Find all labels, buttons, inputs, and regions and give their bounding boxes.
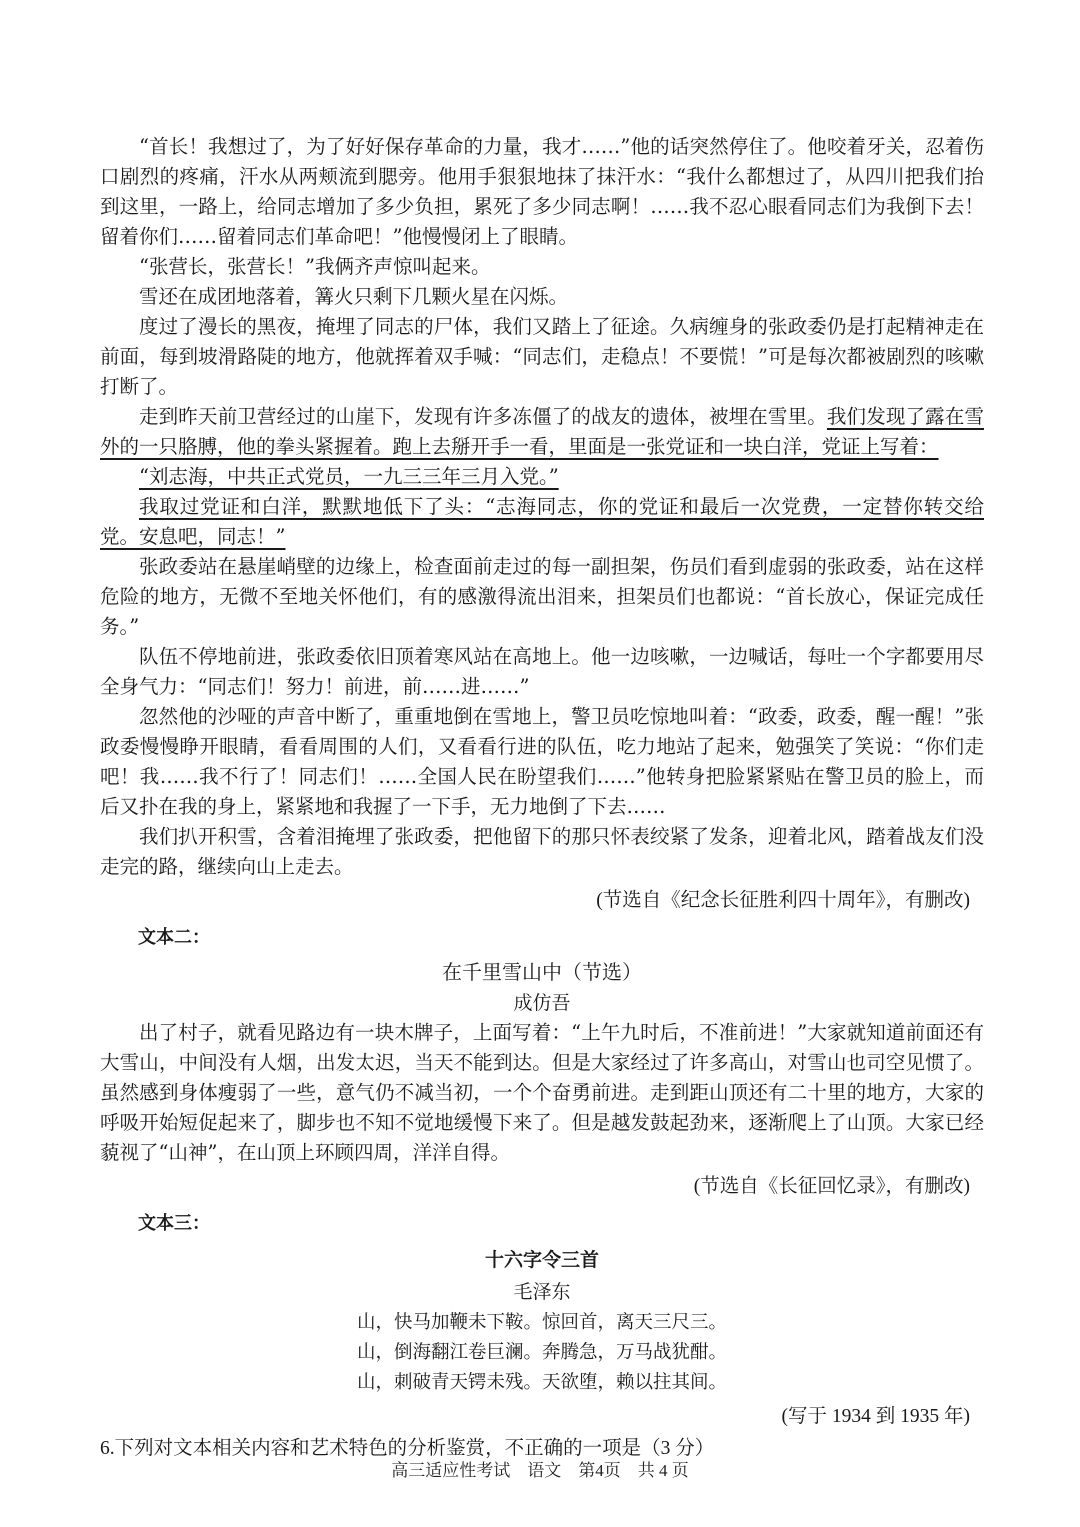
text2-source: (节选自《长征回忆录》，有删改): [693, 1176, 970, 1197]
text1-paragraph-5-lead: 走到昨天前卫营经过的山崖下，发现有许多冻僵了的战友的遗体，被埋在雪里。: [139, 405, 827, 428]
text2-title: 在千里雪山中（节选）: [442, 962, 642, 984]
text1-paragraph-2: “张营长，张营长！”我俩齐声惊叫起来。: [139, 255, 491, 278]
text1-paragraph-4: 度过了漫长的黑夜，掩埋了同志的尸体，我们又踏上了征途。久病缠身的张政委仍是打起精神走在前面，每到坡滑路陡的地方，他就挥着双手喊：“同志们，走稳点！不要慌！”可是每次都被剧烈的咳嗽打断了。: [100, 315, 984, 398]
poem-title: 十六字令三首: [484, 1249, 599, 1271]
poem-line-2: 山，倒海翻江卷巨澜。奔腾急，万马战犹酣。: [356, 1342, 727, 1363]
text1-paragraph-3: 雪还在成团地落着，篝火只剩下几颗火星在闪烁。: [139, 285, 569, 308]
text1-paragraph-1: “首长！我想过了，为了好好保存革命的力量，我才……”他的话突然停住了。他咬着牙关，忍着伤口剧烈的疼痛，汗水从两颊流到腮旁。他用手狠狠地抹了抹汗水：“我什么都想过了，从四川把我们抬到这里，一路上，给同志增加了多少负担，累死了多少同志啊！……我不忍心眼看同志们为我倒下去！留着你们……留着同志们革命吧！”他慢慢闭上了眼睛。: [100, 135, 984, 248]
text1-paragraph-8: 张政委站在悬崖峭壁的边缘上，检查面前走过的每一副担架，伤员们看到虚弱的张政委，站在这样危险的地方，无微不至地关怀他们，有的感激得流出泪来，担架员们也都说：“首长放心，保证完成任务。”: [100, 555, 984, 638]
text2-label: 文本二：: [138, 927, 210, 948]
text1-paragraph-5: [100, 402, 984, 462]
poem-author: 毛泽东: [513, 1281, 571, 1303]
text1-paragraph-7: [100, 492, 984, 552]
poem-date-note: (写于 1934 到 1935 年): [781, 1406, 970, 1427]
text1-underlined-passage: 我们发现了露在雪外的一只胳膊，他的拳头紧握着。跑上去掰开手一看，里面是一张党证和一块白洋，党证上写着：: [100, 405, 984, 458]
question-6: 6.下列对文本相关内容和艺术特色的分析鉴赏，不正确的一项是（3 分）: [100, 1438, 715, 1459]
text1-underlined-farewell: 我取过党证和白洋，默默地低下了头：“志海同志，你的党证和最后一次党费，一定替你转交给党。安息吧，同志！”: [100, 495, 984, 548]
text1-paragraph-9: 队伍不停地前进，张政委依旧顶着寒风站在高地上。他一边咳嗽，一边喊话，每吐一个字都要用尽全身气力：“同志们！努力！前进，前……进……”: [100, 645, 984, 698]
text3-label: 文本三：: [138, 1213, 210, 1234]
page-body: [100, 132, 984, 1464]
text1-paragraph-10: 忽然他的沙哑的声音中断了，重重地倒在雪地上，警卫员吃惊地叫着：“政委，政委，醒一醒！”张政委慢慢睁开眼睛，看看周围的人们，又看看行进的队伍，吃力地站了起来，勉强笑了笑说：“你们走吧！我……我不行了！同志们！……全国人民在盼望我们……”他转身把脸紧紧贴在警卫员的脸上，而后又扑在我的身上，紧紧地和我握了一下手，无力地倒了下去……: [100, 705, 984, 818]
text2-author: 成仿吾: [513, 992, 571, 1014]
text2-paragraph: 出了村子，就看见路边有一块木牌子，上面写着：“上午九时后，不准前进！”大家就知道前面还有大雪山，中间没有人烟，出发太迟，当天不能到达。但是大家经过了许多高山，对雪山也司空见惯了。虽然感到身体瘦弱了一些，意气仍不减当初，一个个奋勇前进。走到距山顶还有二十里的地方，大家的呼吸开始短促起来了，脚步也不知不觉地缓慢下来了。但是越发鼓起劲来，逐渐爬上了山顶。大家已经藐视了“山神”，在山顶上环顾四周，洋洋自得。: [100, 1021, 984, 1164]
text1-source: (节选自《纪念长征胜利四十周年》，有删改): [596, 890, 970, 911]
poem-line-3: 山，刺破青天锷未残。天欲堕，赖以拄其间。: [356, 1372, 727, 1393]
poem-line-1: 山，快马加鞭未下鞍。惊回首，离天三尺三。: [356, 1312, 727, 1333]
text1-paragraph-11: 我们扒开积雪，含着泪掩埋了张政委，把他留下的那只怀表绞紧了发条，迎着北风，踏着战友们没走完的路，继续向山上走去。: [100, 825, 984, 878]
text1-paragraph-6: [100, 462, 984, 492]
party-card-inscription: “刘志海，中共正式党员，一九三三年三月入党。”: [139, 465, 559, 488]
page-footer: 高三适应性考试 语文 第4页 共 4 页: [391, 1461, 689, 1480]
